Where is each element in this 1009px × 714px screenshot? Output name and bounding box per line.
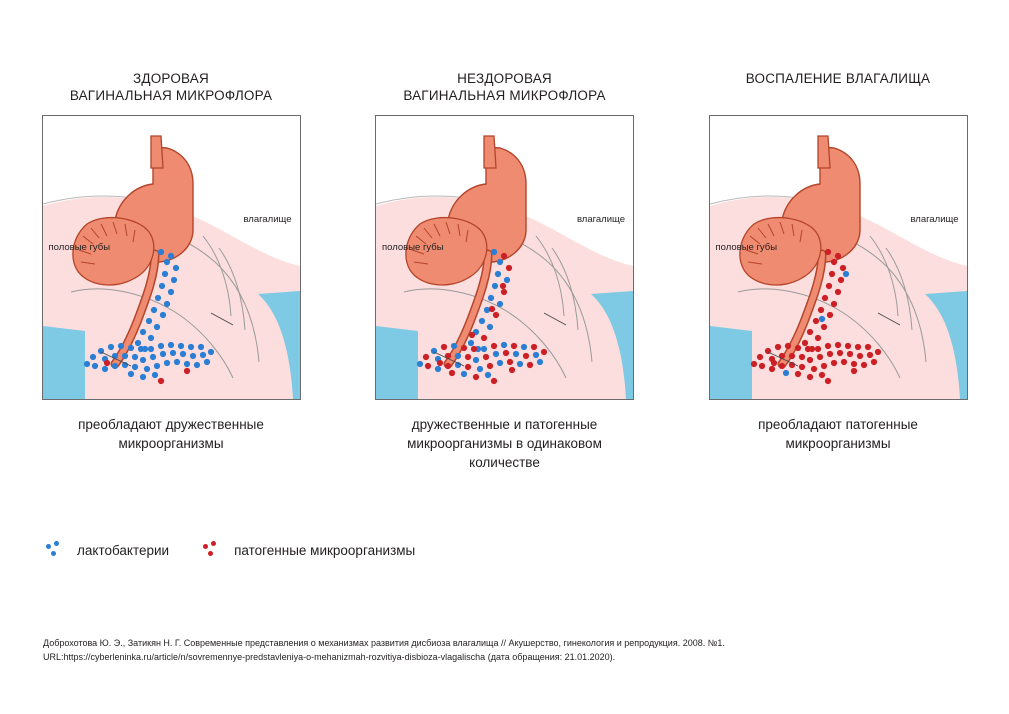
legend-label-lactobacteria: лактобактерии <box>77 542 170 558</box>
pathogen-dots-icon <box>203 541 225 559</box>
label-vagina-healthy: влагалище <box>243 214 292 225</box>
label-labia-healthy: половые губы <box>48 242 111 253</box>
source-citation <box>43 636 943 664</box>
panel-caption-healthy: преобладают дружественные микроорганизмы <box>78 417 264 451</box>
panel-title-inflammation <box>746 70 931 106</box>
panel-healthy <box>40 70 302 472</box>
figure-inflammation <box>709 115 968 400</box>
legend-label-pathogens: патогенные микроорганизмы <box>234 542 416 558</box>
label-vagina-inflammation: влагалище <box>910 214 959 225</box>
panel-caption-unhealthy: дружественные и патогенные микроорганизмы в одинаковом количестве <box>407 417 602 470</box>
source-line-2: URL:https://cyberleninka.ru/article/n/sovremennye-predstavleniya-o-mehanizmah-rozvitiya-disbioza-vlagalischa (дата обращения: 21.01.2020). <box>43 652 616 662</box>
anatomy-illustration-healthy <box>43 116 300 399</box>
panel-title-unhealthy <box>403 70 605 106</box>
panel-inflammation <box>707 70 969 472</box>
legend-item-pathogens <box>203 541 415 559</box>
panel-title-line1: НЕЗДОРОВАЯ <box>457 71 552 86</box>
lactobacteria-dots-icon <box>46 541 68 559</box>
panel-title-line1: ВОСПАЛЕНИЕ ВЛАГАЛИЩА <box>745 71 931 86</box>
anatomy-illustration-inflammation <box>710 116 967 399</box>
figure-unhealthy <box>375 115 634 400</box>
anatomy-illustration-unhealthy <box>376 116 633 399</box>
legend-item-lactobacteria <box>46 541 169 559</box>
legend <box>46 541 415 559</box>
source-line-1: Доброхотова Ю. Э., Затикян Н. Г. Современные представления о механизмах развития дисбиоза влагалища // Акушерство, гинекология и репродукция. 2008. №1. <box>43 638 725 648</box>
panel-title-line2: ВАГИНАЛЬНАЯ МИКРОФЛОРА <box>403 88 606 103</box>
panels-row <box>40 70 969 472</box>
label-labia-inflammation: половые губы <box>715 242 778 253</box>
label-vagina-unhealthy: влагалище <box>576 214 625 225</box>
panel-title-healthy <box>70 70 272 106</box>
figure-healthy <box>42 115 301 400</box>
panel-unhealthy <box>374 70 636 472</box>
panel-title-line1: ЗДОРОВАЯ <box>133 71 209 86</box>
label-labia-unhealthy: половые губы <box>382 242 444 253</box>
panel-title-line2: ВАГИНАЛЬНАЯ МИКРОФЛОРА <box>69 88 273 103</box>
panel-caption-inflammation: преобладают патогенные микроорганизмы <box>758 417 918 451</box>
